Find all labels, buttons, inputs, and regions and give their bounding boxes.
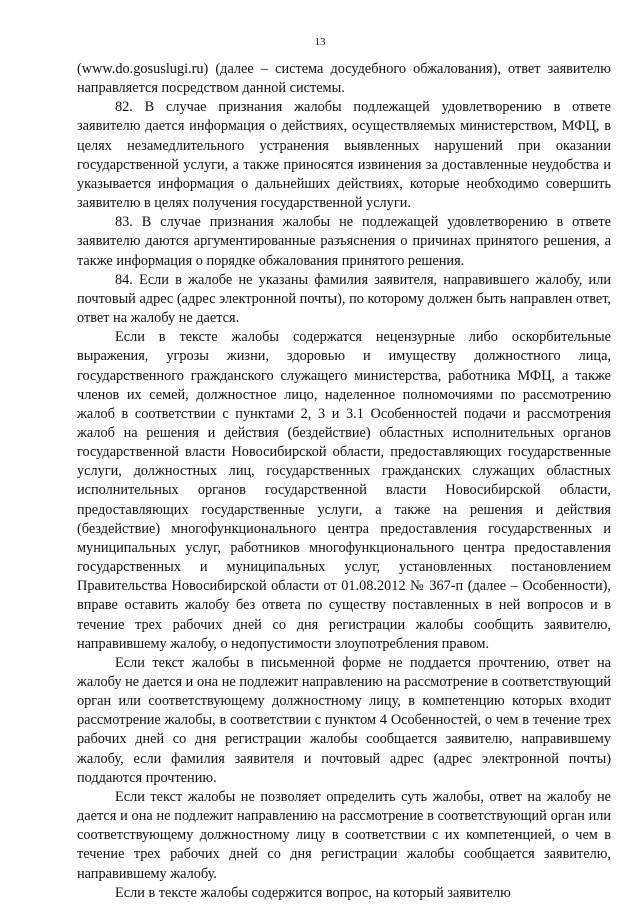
paragraph: 84. Если в жалобе не указаны фамилия заявителя, направившего жалобу, или почтовый адрес (адрес электронной почты), по которому должен быть направлен ответ, ответ на жалобу не дается.: [77, 271, 611, 327]
paragraph: 82. В случае признания жалобы подлежащей удовлетворению в ответе заявителю дается информация о действиях, осуществляемых министерством, МФЦ, в целях незамедлительного устранения выявленных нарушений при оказании государственной услуги, а также приносятся извинения за доставленные неудобства и указывается информация о дальнейших действиях, которые необходимо совершить заявителю в целях получения государственной услуги.: [77, 99, 611, 212]
paragraph: 83. В случае признания жалобы не подлежащей удовлетворению в ответе заявителю даются аргументированные разъяснения о причинах принятого решения, а также информация о порядке обжалования принятого решения.: [77, 214, 611, 269]
page-number: 13: [314, 36, 326, 48]
paragraph: (www.do.gosuslugi.ru) (далее – система досудебного обжалования), ответ заявителю направляется посредством данной системы.: [77, 61, 611, 97]
paragraph: Если текст жалобы не позволяет определить суть жалобы, ответ на жалобу не дается и она не подлежит направлению на рассмотрение в соответствующий орган или соответствующему должностному лицу в соответствии с их компетенцией, о чем в течение трех рабочих дней со дня регистрации жалобы сообщается заявителю, направившему жалобу.: [77, 788, 611, 882]
paragraph: Если текст жалобы в письменной форме не поддается прочтению, ответ на жалобу не дается и она не подлежит направлению на рассмотрение в соответствующий орган или соответствующему должностному лицу, в компетенцию которых входит рассмотрение жалобы, в соответствии с пунктом 4 Особенностей, о чем в течение трех рабочих дней со дня регистрации жалобы сообщается заявителю, направившему жалобу, если фамилия заявителя и почтовый адрес (адрес электронной почты) поддаются прочтению.: [77, 654, 611, 786]
document-body: [77, 60, 611, 903]
paragraph: Если в тексте жалобы содержатся нецензурные либо оскорбительные выражения, угрозы жизни, здоровью и имуществу должностного лица, государственного гражданского служащего министерства, работника МФЦ, а также членов их семей, должностное лицо, наделенное полномочиями по рассмотрению жалоб в соответствии с пунктами 2, 3 и 3.1 Особенностей подачи и рассмотрения жалоб на решения и действия (бездействие) областных исполнительных органов государственной власти Новосибирской области, предоставляющих государственные услуги, должностных лиц, государственных гражданских служащих областных исполнительных органов государственной власти Новосибирской области, предоставляющих государственные услуги, а также на решения и действия (бездействие) многофункционального центра предоставления государственных и муниципальных услуг, работников многофункционального центра предоставления государственных и муниципальных услуг, установленных постановлением Правительства Новосибирской области от 01.08.2012 № 367-п (далее – Особенности), вправе оставить жалобу без ответа по существу поставленных в ней вопросов и в течение трех рабочих дней со дня регистрации жалобы сообщить заявителю, направившему жалобу, о недопустимости злоупотребления правом.: [77, 329, 611, 652]
paragraph: Если в тексте жалобы содержится вопрос, на который заявителю: [115, 884, 511, 901]
